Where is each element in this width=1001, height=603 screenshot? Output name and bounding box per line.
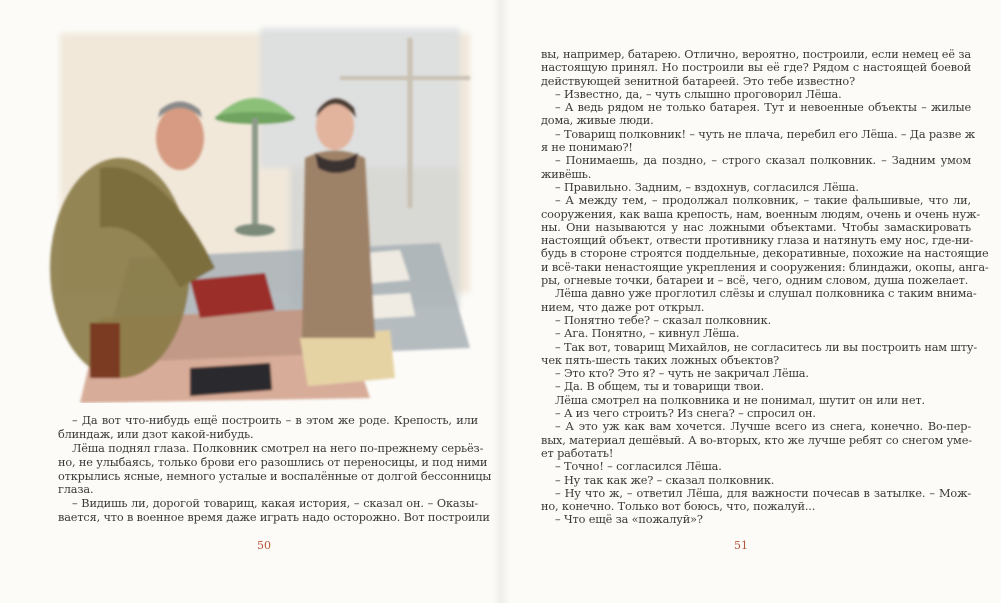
text-line: живёшь. (541, 167, 592, 181)
text-line: – Видишь ли, дорогой товарищ, какая история, – сказал он. – Оказы- (72, 497, 478, 511)
text-line: но, не улыбаясь, только брови его разошлись от переносицы, и под ними (58, 455, 488, 469)
text-line: настоящую принял. Но построили вы её где? Рядом с настоящей боевой (541, 61, 971, 75)
text-line: вы, например, батарею. Отлично, вероятно, построили, если немец её за (541, 48, 971, 61)
text-line: я не понимаю?! (541, 141, 633, 155)
text-line: – Правильно. Задним, – вздохнув, согласился Лёша. (555, 180, 859, 194)
text-line: – А это уж как вам хочется. Лучше всего из снега, конечно. Во-пер- (555, 420, 971, 434)
text-line: нием, что даже рот открыл. (541, 300, 705, 314)
text-line: – А из чего строить? Из снега? – спросил он. (555, 407, 816, 421)
text-line: будь в стороне строятся поддельные, декоративные, похожие на настоящие (541, 247, 989, 261)
text-line: вается, что в военное время даже играть надо осторожно. Вот построили (58, 511, 490, 525)
text-line: сооружения, как ваша крепость, нам, военным людям, очень и очень нуж- (541, 207, 981, 221)
text-line: – Что ещё за «пожалуй»? (555, 513, 703, 527)
text-line: чек пять-шесть таких ложных объектов? (541, 353, 780, 367)
page-number-right: 51 (734, 539, 748, 552)
book-gutter (492, 0, 510, 603)
text-line: ет работать! (541, 446, 614, 460)
text-line: – Ну так как же? – сказал полковник. (555, 473, 775, 487)
text-line: – Ну что ж, – ответил Лёша, для важности почесав в затылке. – Мож- (555, 486, 971, 500)
text-line: блиндаж, или дзот какой-нибудь. (58, 427, 254, 441)
colonel-and-boy-at-desk-illustration (40, 18, 485, 403)
right-page-text (541, 48, 989, 527)
text-line: – Известно, да, – чуть слышно проговорил Лёша. (555, 87, 842, 101)
text-line: – А ведь рядом не только батарея. Тут и невоенные объекты – жилые (555, 101, 971, 115)
text-line: – Понимаешь, да поздно, – строго сказал полковник. – Задним умом (555, 154, 971, 168)
text-line: Лёша смотрел на полковника и не понимал, шутит он или нет. (555, 393, 925, 407)
text-line: – Да вот что-нибудь ещё построить – в этом же роде. Крепость, или (72, 414, 478, 427)
text-line: но, конечно. Только вот боюсь, что, пожалуй... (541, 500, 816, 514)
text-line: ры, огневые точки, батареи и – всё, чего, одним словом, душа пожелает. (541, 274, 969, 288)
text-line: – Товарищ полковник! – чуть не плача, перебил его Лёша. – Да разве ж (555, 127, 975, 141)
text-line: – Точно! – согласился Лёша. (555, 460, 722, 474)
text-line: открылись ясные, немного усталые и воспалённые от долгой бессонницы (58, 469, 492, 483)
text-line: и всё-таки ненастоящие укрепления и сооружения: блиндажи, окопы, анга- (541, 260, 989, 274)
text-line: Лёша поднял глаза. Полковник смотрел на него по-прежнему серьёз- (72, 441, 484, 455)
text-line: вых, материал дешёвый. А во-вторых, кто же лучше ребят со снегом уме- (541, 433, 972, 447)
left-page-text (58, 414, 492, 525)
text-line: – Да. В общем, ты и товарищи твои. (555, 380, 764, 394)
text-line: – Ага. Понятно, – кивнул Лёша. (555, 327, 740, 341)
text-line: Лёша давно уже проглотил слёзы и слушал полковника с таким внима- (555, 287, 977, 301)
text-line: настоящий объект, отвести противнику глаза и натянуть ему нос, где-ни- (541, 234, 974, 248)
text-line: дома, живые люди. (541, 114, 654, 128)
text-line: действующей зенитной батареей. Это тебе известно? (541, 74, 855, 88)
text-line: глаза. (58, 483, 94, 497)
text-line: ны. Они называются у нас ложными объектами. Чтобы замаскировать (541, 220, 971, 234)
text-line: – А между тем, – продолжал полковник, – такие фальшивые, что ли, (555, 194, 971, 208)
page-number-left: 50 (257, 539, 271, 552)
text-line: – Так вот, товарищ Михайлов, не согласитесь ли вы построить нам шту- (555, 340, 977, 354)
text-line: – Понятно тебе? – сказал полковник. (555, 313, 772, 327)
text-line: – Это кто? Это я? – чуть не закричал Лёша. (555, 367, 809, 381)
